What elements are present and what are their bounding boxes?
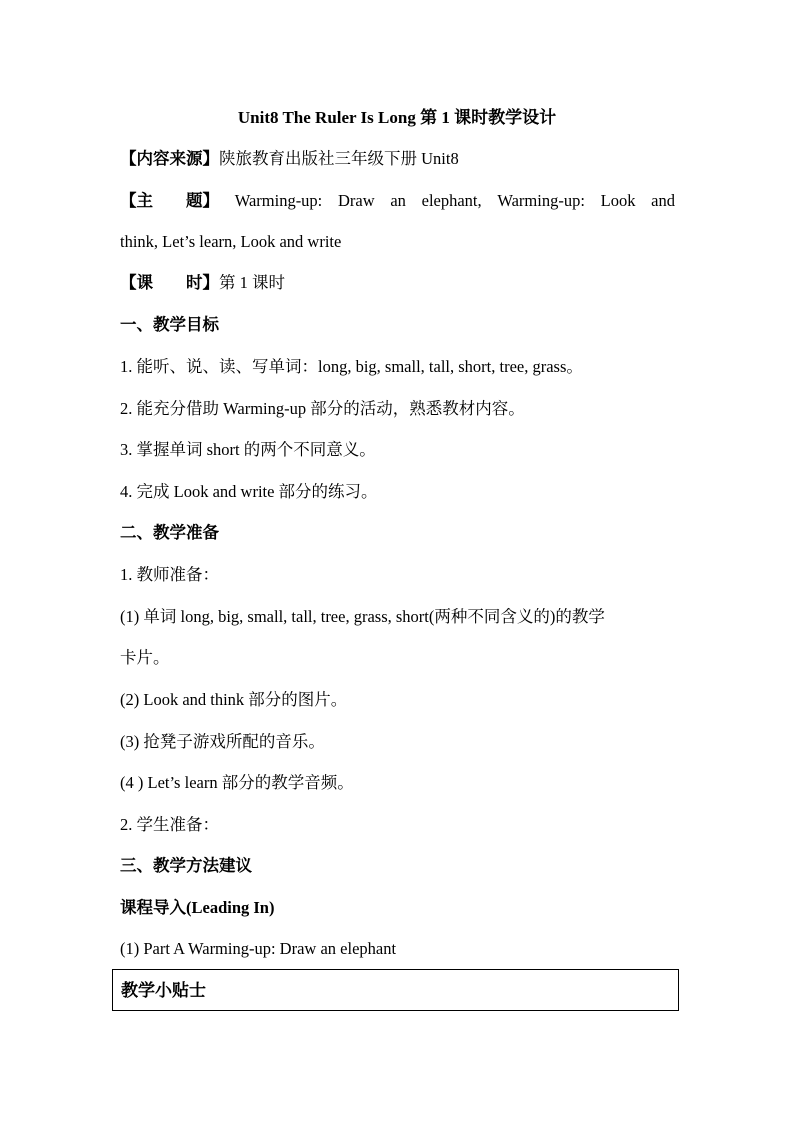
section-heading-objectives: 一、教学目标 <box>120 315 219 334</box>
period-line <box>120 272 285 294</box>
theme-label: 【主 题】 <box>120 191 219 210</box>
section-heading-methods: 三、教学方法建议 <box>120 856 252 875</box>
theme-line-2: think, Let’s learn, Look and write <box>120 232 342 251</box>
theme-line-1 <box>120 190 675 212</box>
theme-word: Warming-up: <box>497 191 585 210</box>
prep-item: (1) 单词 long, big, small, tall, tree, grass, short(两种不同含义的)的教学 <box>120 607 605 626</box>
prep-item: (4 ) Let’s learn 部分的教学音频。 <box>120 773 354 792</box>
content-source-line <box>120 148 459 170</box>
student-prep-heading: 2. 学生准备： <box>120 815 219 834</box>
objective-item: 1. 能听、说、读、写单词：long, big, small, tall, short, tree, grass。 <box>120 357 583 376</box>
theme-word: an <box>390 191 406 210</box>
objective-item: 2. 能充分借助 Warming-up 部分的活动，熟悉教材内容。 <box>120 399 525 418</box>
prep-item: (3) 抢凳子游戏所配的音乐。 <box>120 732 325 751</box>
section-heading-preparation: 二、教学准备 <box>120 523 219 542</box>
warming-up-line: (1) Part A Warming-up: Draw an elephant <box>120 939 397 958</box>
theme-word: Look <box>600 191 636 210</box>
objective-item: 4. 完成 Look and write 部分的练习。 <box>120 482 378 501</box>
objective-item: 3. 掌握单词 short 的两个不同意义。 <box>120 440 376 459</box>
theme-word: and <box>651 191 675 210</box>
teaching-tips-box <box>112 969 679 1011</box>
period-label: 【课 时】 <box>120 273 219 292</box>
content-source-text: 陕旅教育出版社三年级下册 Unit8 <box>219 149 459 168</box>
leading-in-heading: 课程导入(Leading In) <box>120 898 275 917</box>
teaching-tips-label: 教学小贴士 <box>121 981 206 1000</box>
prep-item-continued: 卡片。 <box>120 648 170 667</box>
prep-item: (2) Look and think 部分的图片。 <box>120 690 348 709</box>
theme-word: Warming-up: <box>234 191 323 210</box>
teacher-prep-heading: 1. 教师准备： <box>120 565 219 584</box>
content-source-label: 【内容来源】 <box>120 149 219 168</box>
theme-word: elephant, <box>421 191 482 210</box>
period-text: 第 1 课时 <box>219 273 285 292</box>
theme-word: Draw <box>337 191 375 210</box>
document-title: Unit8 The Ruler Is Long 第 1 课时教学设计 <box>237 108 557 127</box>
